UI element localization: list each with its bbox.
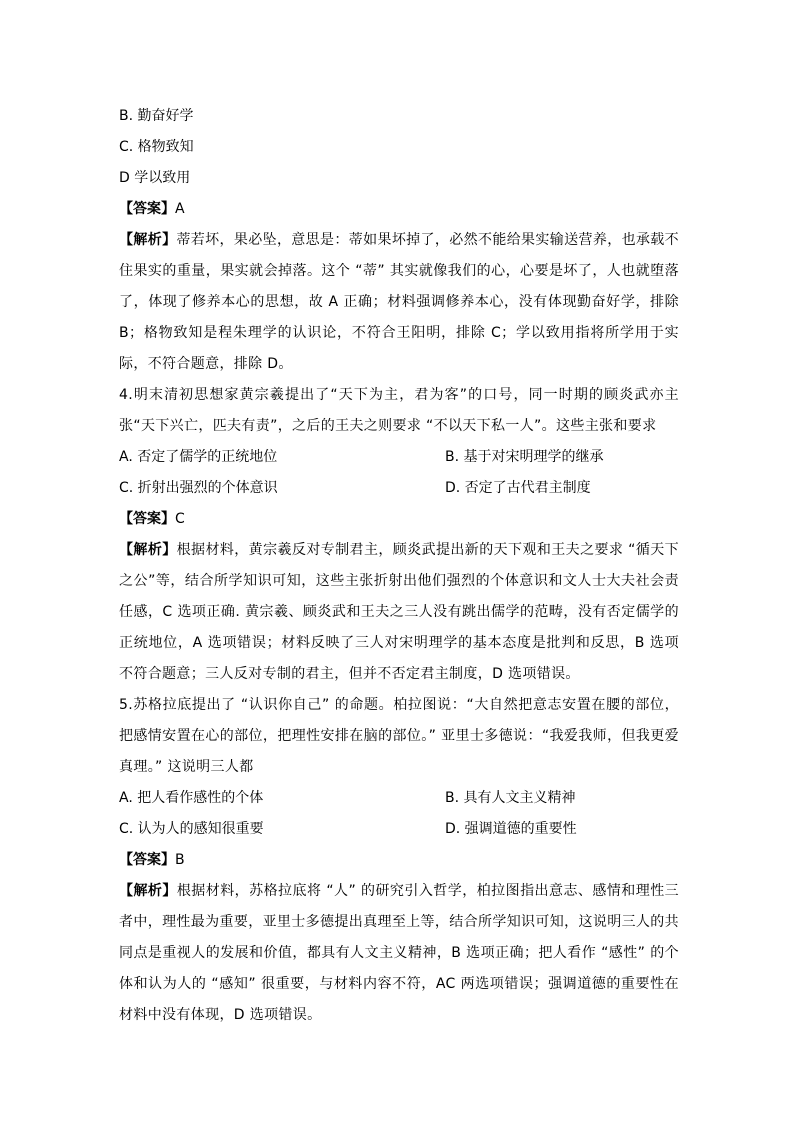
q5-options-row-1 (119, 783, 679, 814)
q4-answer-value: C (175, 511, 185, 527)
q5-answer-value: B (175, 852, 185, 868)
q5-options-row-2 (119, 814, 679, 845)
q4-option-a: A. 否定了儒学的正统地位 (119, 449, 278, 465)
q4-stem: 4.明末清初思想家黄宗羲提出了“天下为主，君为客”的口号，同一时期的顾炎武亦主张“天下兴亡，匹夫有责”，之后的王夫之则要求 “不以天下私一人”。这些主张和要求 (119, 387, 679, 434)
q4-options-row-1 (119, 442, 679, 473)
q5-answer-tag: 【答案】 (119, 852, 175, 868)
q4-option-d: D. 否定了古代君主制度 (445, 480, 591, 496)
q3-answer-value: A (175, 201, 185, 217)
q5-analysis-text: 根据材料，苏格拉底将 “人” 的研究引入哲学，柏拉图指出意志、感情和理性三者中，理性最为重要，亚里士多德提出真理至上等，结合所学知识可知，这说明三人的共同点是重视人的发展和价值，都具有人文主义精神，B 选项正确；把人看作 “感性” 的个体和认为人的 “感知” 很重要，与材料内容不符，AC 两选项错误；强调道德的重要性在材料中没有体现，D 选项错误。 (119, 883, 679, 1023)
q4-analysis (119, 535, 679, 690)
q4-analysis-text: 根据材料，黄宗羲反对专制君主，顾炎武提出新的天下观和王夫之要求 “循天下之公”等，结合所学知识可知，这些主张折射出他们强烈的个体意识和文人士大夫社会责任感，C 选项正确. 黄宗羲、顾炎武和王夫之三人没有跳出儒学的范畴，没有否定儒学的正统地位，A 选项错误；材料反映了三人对宋明理学的基本态度是批判和反思，B 选项不符合题意；三人反对专制的君主，但并不否定君主制度，D 选项错误。 (119, 542, 679, 682)
q3-analysis-tag: 【解析】 (119, 232, 177, 248)
q3-analysis (119, 225, 679, 380)
q4-option-b: B. 基于对宋明理学的继承 (445, 449, 604, 465)
q5-answer (119, 845, 679, 876)
q4-answer (119, 504, 679, 535)
page-content (119, 101, 679, 1031)
q5-stem: 5.苏格拉底提出了 “认识你自己” 的命题。柏拉图说：“大自然把意志安置在腰的部位，把感情安置在心的部位，把理性安排在脑的部位。” 亚里士多德说：“我爱我师，但我更爱真理。” 这说明三人都 (119, 697, 679, 775)
q5-option-b: B. 具有人文主义精神 (445, 790, 576, 806)
q5-option-c: C. 认为人的感知很重要 (119, 821, 264, 837)
q5-option-d: D. 强调道德的重要性 (445, 821, 577, 837)
q3-answer-tag: 【答案】 (119, 201, 175, 217)
q3-option-c: C. 格物致知 (119, 139, 194, 155)
q4-analysis-tag: 【解析】 (119, 542, 177, 558)
q4-option-c: C. 折射出强烈的个体意识 (119, 480, 278, 496)
q4-options-row-2 (119, 473, 679, 504)
q5-analysis (119, 876, 679, 1031)
q3-option-d: D 学以致用 (119, 170, 191, 186)
q5-option-a: A. 把人看作感性的个体 (119, 790, 264, 806)
q5-analysis-tag: 【解析】 (119, 883, 177, 899)
q3-answer (119, 194, 679, 225)
q4-answer-tag: 【答案】 (119, 511, 175, 527)
q3-option-b: B. 勤奋好学 (119, 108, 194, 124)
q3-analysis-text: 蒂若坏，果必坠，意思是：蒂如果坏掉了，必然不能给果实输送营养，也承载不住果实的重量，果实就会掉落。这个 “蒂” 其实就像我们的心，心要是坏了，人也就堕落了，体现了修养本心的思想，故 A 正确；材料强调修养本心，没有体现勤奋好学，排除 B；格物致知是程朱理学的认识论，不符合王阳明，排除 C；学以致用指将所学用于实际，不符合题意，排除 D。 (119, 232, 679, 372)
